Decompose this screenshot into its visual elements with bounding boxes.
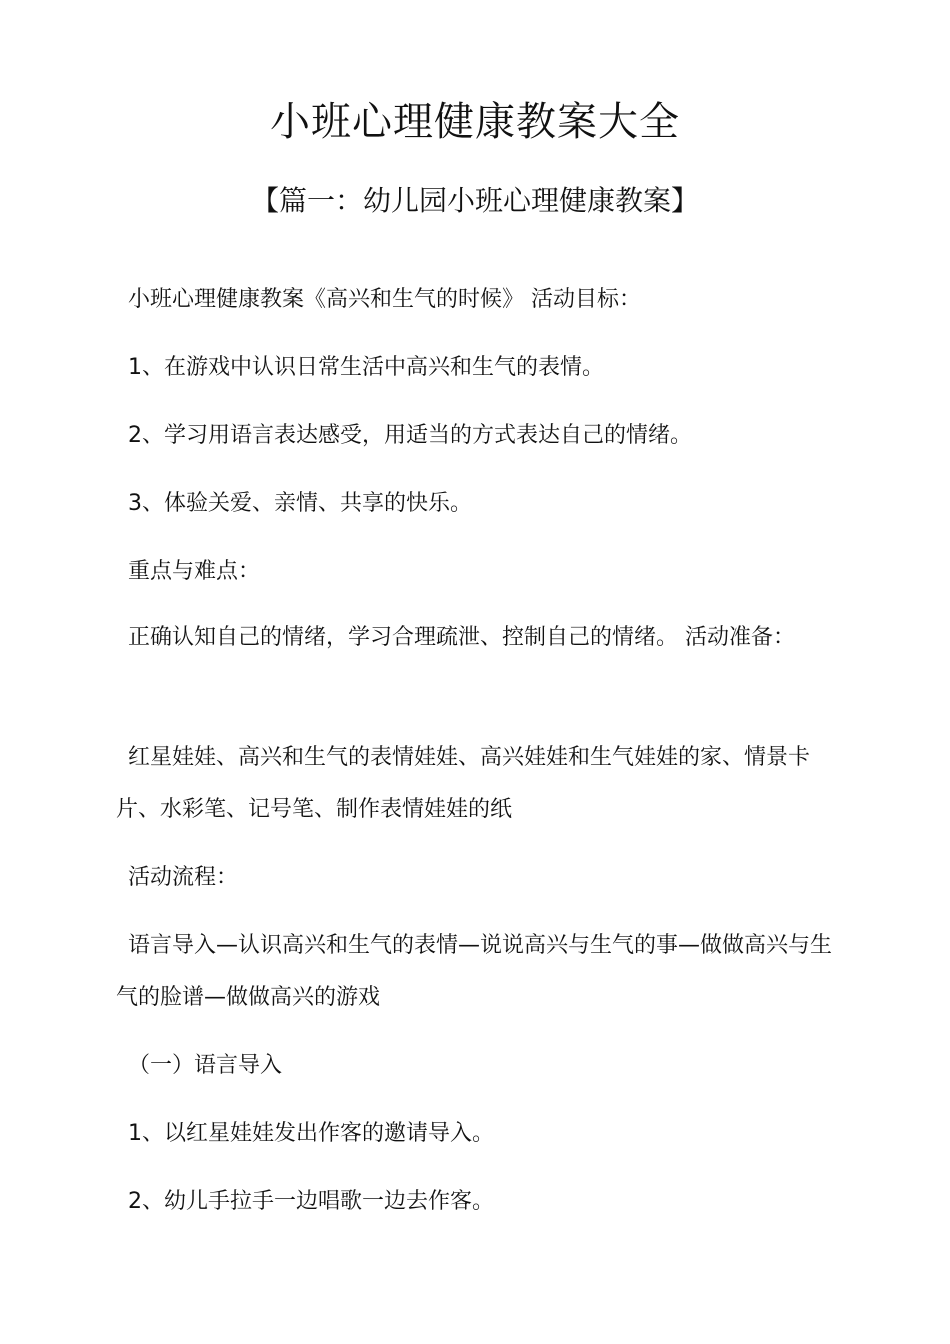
paragraph-key-points-heading: 重点与难点： <box>128 559 261 584</box>
paragraph-step-2: 2、幼儿手拉手一边唱歌一边去作客。 <box>128 1189 494 1214</box>
paragraph-activity-title: 小班心理健康教案《高兴和生气的时候》 活动目标： <box>128 287 641 312</box>
paragraph-key-points: 正确认知自己的情绪，学习合理疏泄、控制自己的情绪。 活动准备： <box>128 625 795 650</box>
paragraph-goal-2: 2、学习用语言表达感受，用适当的方式表达自己的情绪。 <box>128 423 692 448</box>
paragraph-step-1: 1、以红星娃娃发出作客的邀请导入。 <box>128 1121 494 1146</box>
paragraph-process-heading: 活动流程： <box>128 865 239 890</box>
paragraph-goal-1: 1、在游戏中认识日常生活中高兴和生气的表情。 <box>128 355 604 380</box>
paragraph-goal-3: 3、体验关爱、亲情、共享的快乐。 <box>128 491 472 516</box>
document-title: 小班心理健康教案大全 <box>270 99 680 145</box>
paragraph-process: 语言导入—认识高兴和生气的表情—说说高兴与生气的事—做做高兴与生气的脸谱—做做高兴的游戏 <box>116 933 833 1010</box>
paragraph-section-1-heading: （一）语言导入 <box>128 1053 283 1078</box>
paragraph-materials: 红星娃娃、高兴和生气的表情娃娃、高兴娃娃和生气娃娃的家、情景卡片、水彩笔、记号笔、制作表情娃娃的纸 <box>116 745 811 822</box>
document-subtitle: 【篇一：幼儿园小班心理健康教案】 <box>250 184 699 217</box>
